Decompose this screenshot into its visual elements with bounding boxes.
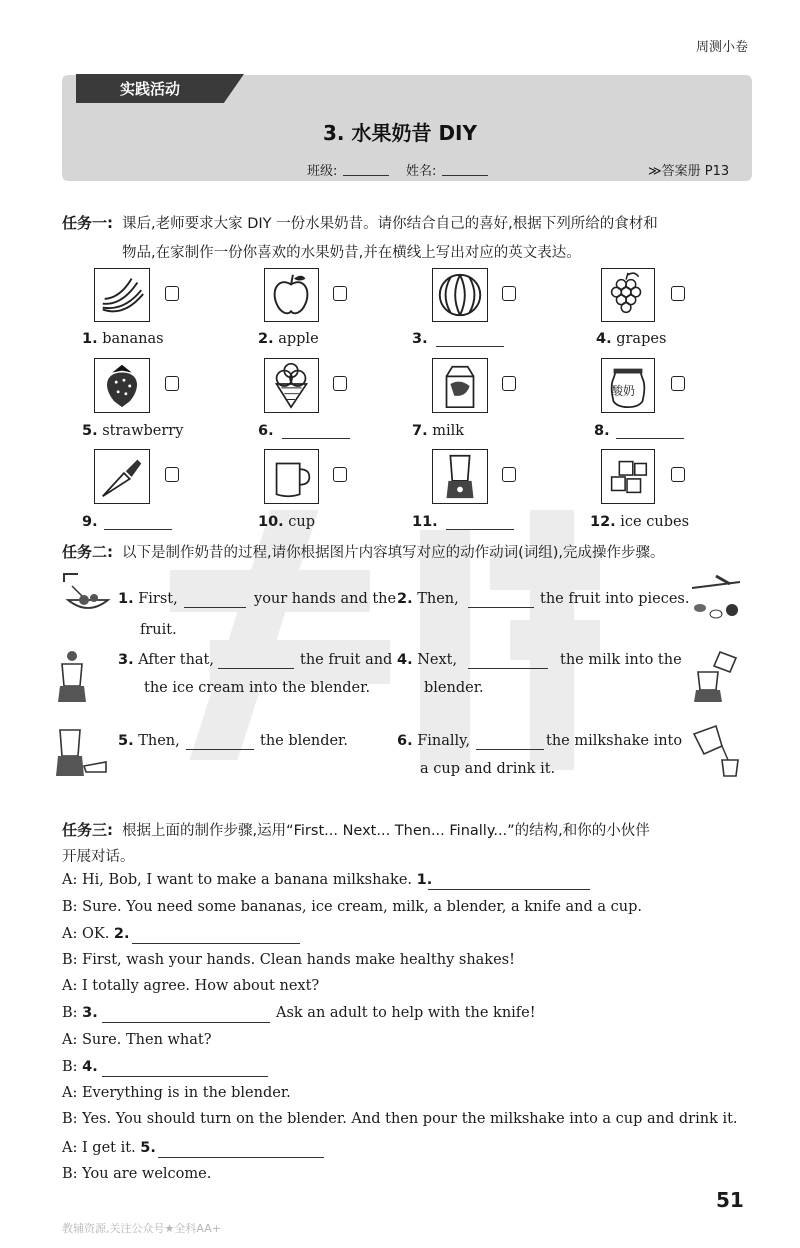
checkbox-7[interactable] <box>502 376 516 391</box>
step-4-rest: the milk into the <box>560 652 682 668</box>
apple-picture <box>264 268 319 322</box>
item-7: 7. milk <box>412 423 465 439</box>
checkbox-1[interactable] <box>165 286 179 301</box>
pour-cup-icon <box>688 724 744 780</box>
checkbox-11[interactable] <box>502 467 516 482</box>
dialogue-blank-4[interactable] <box>102 1063 268 1077</box>
step-4-cont: blender. <box>424 680 484 696</box>
step-6-rest: the milkshake into <box>546 733 683 749</box>
activity-tag-label: 实践活动 <box>120 80 181 98</box>
step-4: 4. Next, <box>397 652 458 668</box>
watermelon-icon <box>433 269 487 321</box>
dialogue-blank-2[interactable] <box>132 930 300 944</box>
faucet-icon <box>58 572 114 624</box>
dialogue-blank-3[interactable] <box>102 1009 270 1023</box>
item-6: 6. <box>258 423 274 439</box>
task2-instruction: 以下是制作奶昔的过程,请你根据图片内容填写对应的动作动词(词组),完成操作步骤。 <box>122 545 665 561</box>
item-12: 12. ice cubes <box>590 514 690 530</box>
blender-icon <box>433 450 487 503</box>
step-3-cont: the ice cream into the blender. <box>144 680 371 696</box>
step-2-blank[interactable] <box>468 594 534 608</box>
dialogue-6: B: 3. <box>62 1005 98 1021</box>
bananas-picture <box>94 268 150 322</box>
yogurt-label: 酸奶 <box>611 384 636 398</box>
step-6: 6. Finally, <box>397 733 471 749</box>
milk-pour-icon <box>690 648 742 704</box>
class-field[interactable] <box>343 162 389 176</box>
task1-instruction-1: 课后,老师要求大家 DIY 一份水果奶昔。请你结合自己的喜好,根据下列所给的食材和 <box>122 216 658 232</box>
dialogue-3: A: OK. 2. <box>62 926 130 942</box>
step-6-cont: a cup and drink it. <box>420 761 556 777</box>
answer-blank-6[interactable] <box>282 425 350 439</box>
name-field[interactable] <box>442 162 488 176</box>
checkbox-3[interactable] <box>502 286 516 301</box>
item-1: 1. bananas <box>82 331 164 347</box>
cup-picture <box>264 449 319 504</box>
step-3: 3. After that, <box>118 652 214 668</box>
milk-picture <box>432 358 488 413</box>
step-2: 2. Then, <box>397 591 459 607</box>
series-label: 周测小卷 <box>695 40 748 55</box>
step-4-blank[interactable] <box>468 655 548 669</box>
step-5-rest: the blender. <box>260 733 349 749</box>
blender-on-icon <box>54 726 112 780</box>
answer-blank-8[interactable] <box>616 425 684 439</box>
dialogue-blank-5[interactable] <box>158 1144 324 1158</box>
knife-icon <box>95 450 149 503</box>
task1-label: 任务一: <box>62 214 113 232</box>
item-2: 2. apple <box>258 331 319 347</box>
step-1-blank[interactable] <box>184 594 246 608</box>
step-1-cont: fruit. <box>140 622 177 638</box>
cup-icon <box>265 450 318 503</box>
answer-blank-9[interactable] <box>104 516 172 530</box>
milk-carton-icon <box>433 359 487 412</box>
step-1: 1. First, <box>118 591 178 607</box>
dialogue-12: B: You are welcome. <box>62 1166 212 1182</box>
task2-label: 任务二: <box>62 543 113 561</box>
checkbox-12[interactable] <box>671 467 685 482</box>
blender-add-icon <box>52 648 92 704</box>
dialogue-7: A: Sure. Then what? <box>62 1032 212 1048</box>
dialogue-6-rest: Ask an adult to help with the knife! <box>276 1005 536 1021</box>
dialogue-8: B: 4. <box>62 1059 98 1075</box>
answer-ref: ≫答案册 P13 <box>648 164 730 179</box>
item-9: 9. <box>82 514 98 530</box>
checkbox-8[interactable] <box>671 376 685 391</box>
step-1-rest: your hands and the <box>254 591 397 607</box>
name-label: 姓名: <box>406 164 437 179</box>
answer-blank-11[interactable] <box>446 516 514 530</box>
checkbox-9[interactable] <box>165 467 179 482</box>
wash-hands-illustration <box>58 572 114 624</box>
checkbox-6[interactable] <box>333 376 347 391</box>
checkbox-10[interactable] <box>333 467 347 482</box>
dialogue-9: A: Everything is in the blender. <box>62 1085 291 1101</box>
item-4: 4. grapes <box>596 331 667 347</box>
blender-picture <box>432 449 488 504</box>
step-5: 5. Then, <box>118 733 180 749</box>
class-label: 班级: <box>307 164 338 179</box>
ice-cubes-picture <box>601 449 655 504</box>
item-10: 10. cup <box>258 514 316 530</box>
cut-fruit-illustration <box>686 572 746 628</box>
item-5: 5. strawberry <box>82 423 184 439</box>
page-title: 3. 水果奶昔 DIY <box>323 121 477 145</box>
task3-label: 任务三: <box>62 821 113 839</box>
knife-picture <box>94 449 150 504</box>
strawberry-picture <box>94 358 150 413</box>
cutting-icon <box>686 572 746 628</box>
serve-illustration <box>688 724 744 780</box>
dialogue-10: B: Yes. You should turn on the blender. And then pour the milkshake into a cup and drink it. <box>62 1111 738 1127</box>
apple-icon <box>265 269 318 321</box>
bananas-icon <box>95 269 149 321</box>
grapes-icon <box>602 269 654 321</box>
task3-instruction-1: 根据上面的制作步骤,运用“First... Next... Then... Finally...”的结构,和你的小伙伴 <box>122 823 650 839</box>
step-3-rest: the fruit and <box>300 652 393 668</box>
item-8: 8. <box>594 423 610 439</box>
checkbox-4[interactable] <box>671 286 685 301</box>
checkbox-5[interactable] <box>165 376 179 391</box>
step-6-blank[interactable] <box>476 736 544 750</box>
ice-cream-picture <box>264 358 319 413</box>
step-5-blank[interactable] <box>186 736 254 750</box>
strawberry-icon <box>95 359 149 412</box>
dialogue-2: B: Sure. You need some bananas, ice cream, milk, a blender, a knife and a cup. <box>62 899 642 915</box>
item-3: 3. <box>412 331 428 347</box>
add-fruit-illustration <box>52 648 92 704</box>
dialogue-1: A: Hi, Bob, I want to make a banana milkshake. 1. <box>62 872 433 888</box>
blend-illustration <box>54 726 112 780</box>
item-11: 11. <box>412 514 438 530</box>
dialogue-blank-1[interactable] <box>428 876 590 890</box>
step-2-rest: the fruit into pieces. <box>540 591 690 607</box>
watermelon-picture <box>432 268 488 322</box>
footer-promo: 教辅资源,关注公众号★全科AA+ <box>62 1222 221 1235</box>
task1-instruction-2: 物品,在家制作一份你喜欢的水果奶昔,并在横线上写出对应的英文表达。 <box>122 245 581 261</box>
dialogue-11: A: I get it. 5. <box>62 1140 156 1156</box>
task3-instruction-2: 开展对话。 <box>62 849 135 865</box>
pour-milk-illustration <box>690 648 742 704</box>
ice-cream-icon <box>265 359 318 412</box>
page-number: 51 <box>716 1188 744 1212</box>
ice-cubes-icon <box>602 450 654 503</box>
dialogue-4: B: First, wash your hands. Clean hands make healthy shakes! <box>62 952 515 968</box>
step-3-blank[interactable] <box>218 655 294 669</box>
checkbox-2[interactable] <box>333 286 347 301</box>
answer-blank-3[interactable] <box>436 333 504 347</box>
dialogue-5: A: I totally agree. How about next? <box>62 978 320 994</box>
grapes-picture <box>601 268 655 322</box>
